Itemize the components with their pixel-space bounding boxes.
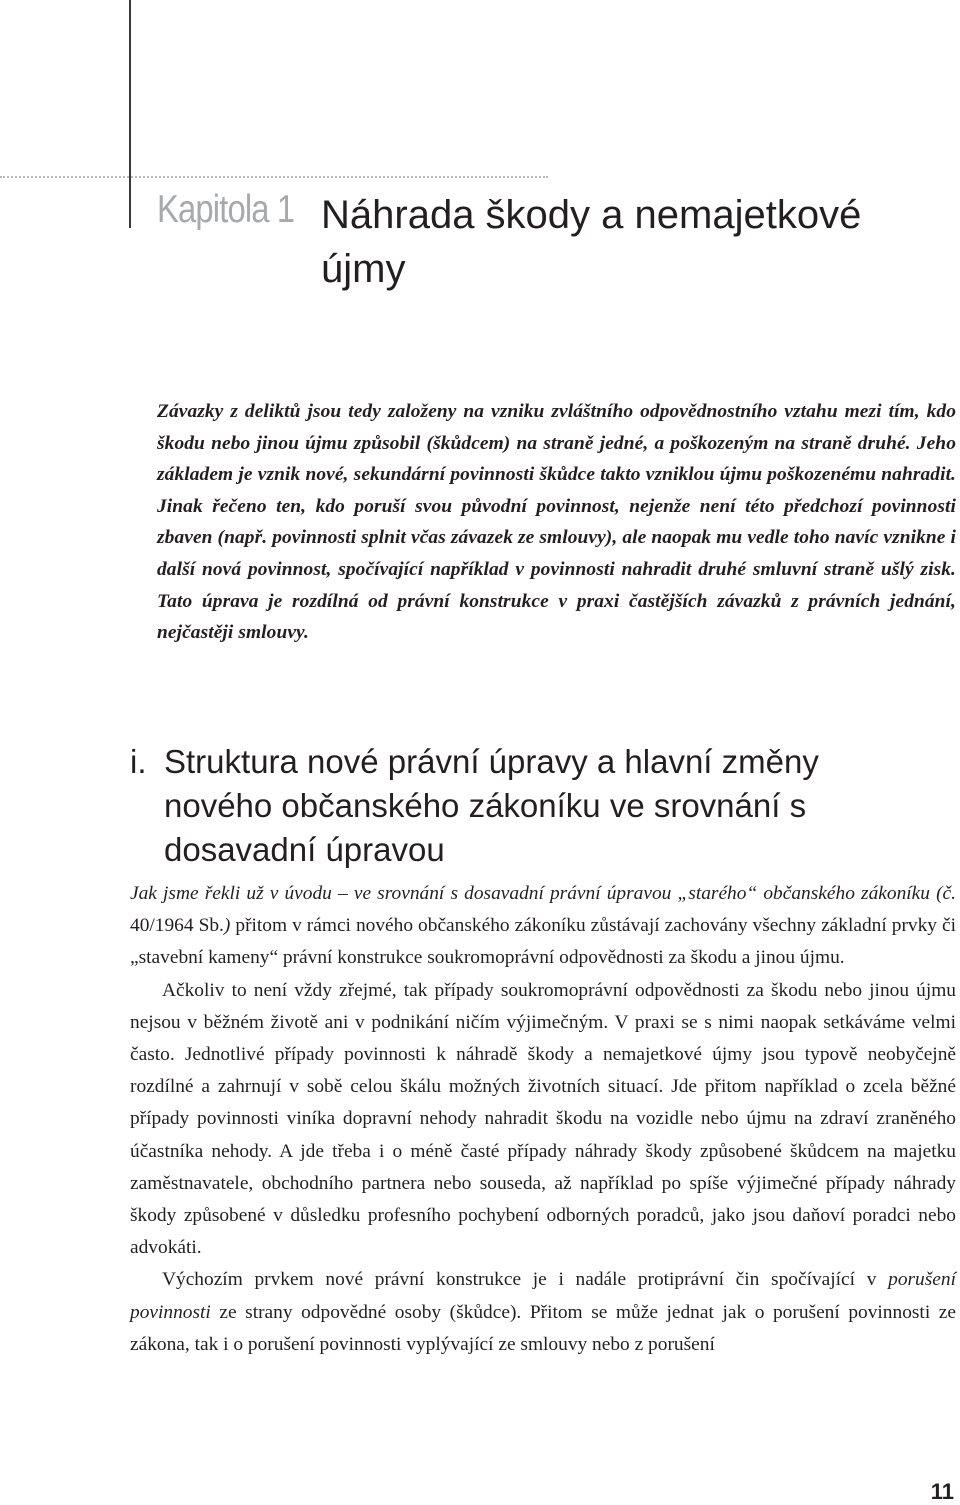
- paragraph-1-rest: přitom v rámci nového občanského zákoníku zůstávají zachovány všechny základní prvky či „stavební kameny“ právní konstrukce soukromoprávní odpovědnosti za škodu a jinou újmu.: [130, 915, 957, 969]
- paragraph-1-code: 40/1964 Sb.: [130, 915, 224, 937]
- paragraph-1-close: ): [223, 915, 231, 937]
- page-number: 11: [930, 1479, 954, 1504]
- body-text: [130, 878, 956, 1361]
- chapter-abstract: Závazky z deliktů jsou tedy založeny na vzniku zvláštního odpovědnostního vztahu mezi tím, kdo škodu nebo jinou újmu způsobil (škůdcem) na straně jedné, a poškozeným na straně druhé. Jeho základem je vznik nové, sekundární povinnosti škůdce takto vzniklou újmu poškozenému nahradit. Jinak řečeno ten, kdo poruší svou původní povinnost, nejenže není této předchozí povinnosti zbaven (např. povinnosti splnit včas závazek ze smlouvy), ale naopak mu vedle toho navíc vznikne i další nová povinnost, spočívající například v povinnosti nahradit druhé smluvní straně ušlý zisk. Tato úprava je rozdílná od právní konstrukce v praxi častějších závazků z právních jednání, nejčastěji smlouvy.: [157, 401, 956, 644]
- section-number: i.: [130, 743, 147, 780]
- paragraph-1: [130, 878, 956, 975]
- paragraph-3-start: Výchozím prvkem nové právní konstrukce je i nadále protiprávní čin spočívající v: [162, 1269, 889, 1291]
- chapter-label: Kapitola 1: [157, 188, 295, 231]
- paragraph-3: [130, 1264, 956, 1361]
- paragraph-3-end: ze strany odpovědné osoby (škůdce). Přitom se může jednat jak o porušení povinnosti ze zákona, tak i o porušení povinnosti vyplývající ze smlouvy nebo z porušení: [130, 1301, 956, 1355]
- section-heading: [130, 740, 890, 872]
- paragraph-2: Ačkoliv to není vždy zřejmé, tak případy soukromoprávní odpovědnosti za škodu nebo jinou újmu nejsou v běžném životě ani v podnikání ničím výjimečným. V praxi se s nimi naopak setkáváme velmi často. Jednotlivé případy povinnosti k náhradě škody a nemajetkové újmy jsou typově neobyčejně rozdílné a zahrnují v sobě celou škálu možných životních situací. Jde přitom například o zcela běžné případy povinnosti viníka dopravní nehody nahradit škodu na vozidle nebo újmu na zdraví zraněného účastníka nehody. A jde třeba i o méně časté případy náhrady škody způsobené škůdcem na majetku zaměstnavatele, obchodního partnera nebo souseda, až například po spíše výjimečné případy náhrady škody způsobené v důsledku profesního pochybení odborných poradců, jako jsou daňoví poradci nebo advokáti.: [130, 979, 956, 1259]
- chapter-title: Náhrada škody a nemajetkové újmy: [321, 193, 862, 291]
- paragraph-3-italic: porušení povinnosti: [130, 1269, 956, 1323]
- dotted-header-rule: [0, 176, 548, 178]
- section-title: Struktura nové právní úpravy a hlavní změny nového občanského zákoníku ve srovnání s dosavadní úpravou: [164, 743, 819, 868]
- margin-vertical-rule: [129, 0, 131, 228]
- paragraph-1-italic: Jak jsme řekli už v úvodu – ve srovnání s dosavadní právní úpravou „starého“ občanského zákoníku (č.: [130, 883, 956, 904]
